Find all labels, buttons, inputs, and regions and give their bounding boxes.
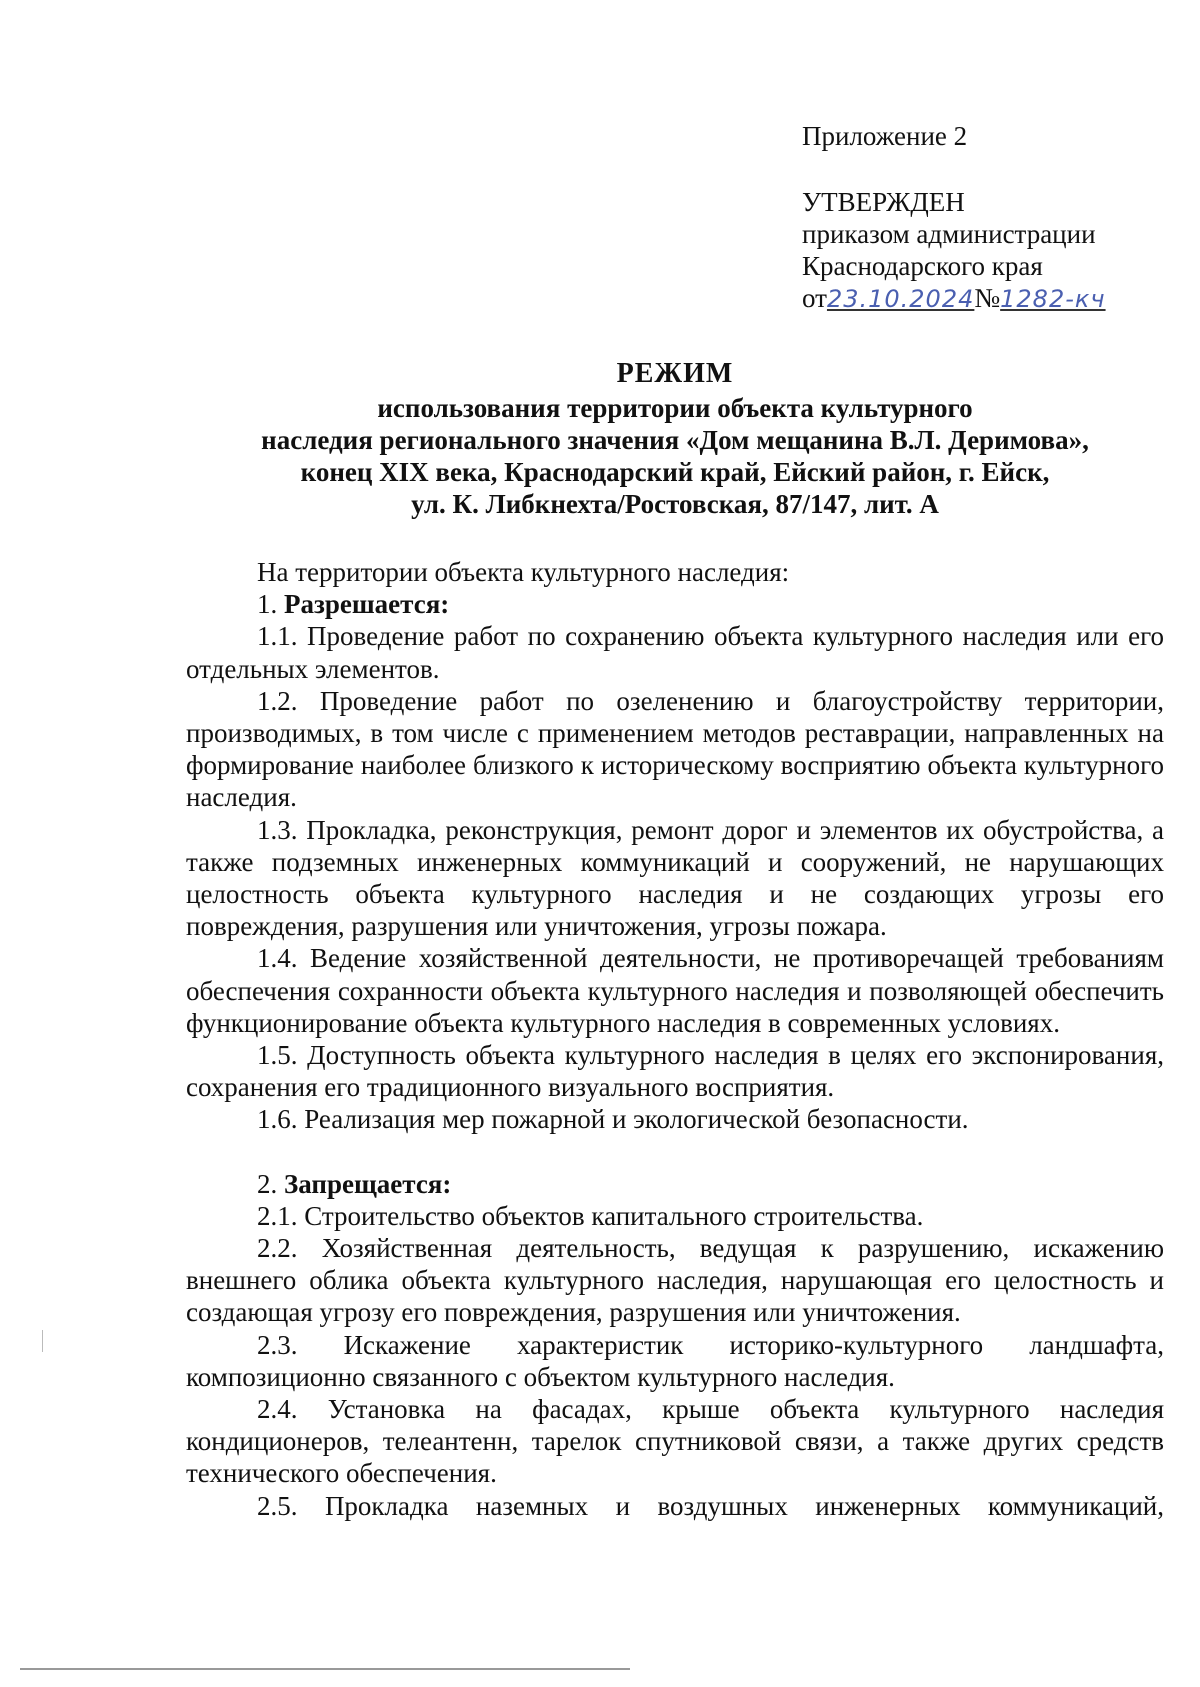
date-prefix: от — [802, 283, 827, 313]
paragraph-2-3: 2.3. Искажение характеристик историко-культурного ландшафта, композиционно связанного с объектом культурного наследия. — [186, 1329, 1164, 1392]
paragraph-1-4: 1.4. Ведение хозяйственной деятельности, не противоречащей требованиям обеспечения сохранности объекта культурного наследия и позволяющей обеспечить функционирование объекта культурного наследия в современных условиях. — [186, 943, 1164, 1038]
intro-paragraph: На территории объекта культурного наследия: — [257, 557, 790, 587]
document-body — [186, 556, 1164, 1522]
paragraph-2-5: 2.5. Прокладка наземных и воздушных инженерных коммуникаций, — [257, 1490, 1164, 1521]
scan-margin-mark — [42, 1330, 43, 1352]
paragraph-1-5: 1.5. Доступность объекта культурного наследия в целях его экспонирования, сохранения его традиционного визуального восприятия. — [186, 1040, 1164, 1103]
approval-stamp-block — [802, 120, 1162, 315]
number-prefix: № — [974, 283, 1001, 313]
paragraph-2-1: 2.1. Строительство объектов капитального строительства. — [257, 1200, 924, 1231]
paragraph-1-1: 1.1. Проведение работ по сохранению объекта культурного наследия или его отдельных элементов. — [186, 621, 1164, 684]
approval-line-2: Краснодарского края — [802, 251, 1043, 281]
section-1-heading: 1. Разрешается: — [257, 589, 450, 620]
document-title — [186, 358, 1164, 520]
title-line-4: ул. К. Либкнехта/Ростовская, 87/147, лит. А — [411, 489, 939, 519]
order-date-number — [802, 282, 1162, 315]
paragraph-1-2: 1.2. Проведение работ по озеленению и благоустройству территории, производимых, в том числе с применением методов реставрации, направленных на формирование наиболее близкого к историческому восприятию объекта культурного наследия. — [186, 685, 1164, 813]
handwritten-date: 23.10.2024 — [826, 285, 975, 313]
title-line-2: наследия регионального значения «Дом мещанина В.Л. Деримова», — [261, 425, 1089, 455]
paragraph-2-2: 2.2. Хозяйственная деятельность, ведущая к разрушению, искажению внешнего облика объекта культурного наследия, нарушающая его целостность и создающая угрозу его повреждения, разрушения или уничтожения. — [186, 1233, 1164, 1328]
section-spacer — [186, 1136, 1164, 1168]
approved-label: УТВЕРЖДЕН — [802, 187, 965, 217]
footer-rule — [20, 1668, 630, 1670]
appendix-label: Приложение 2 — [802, 121, 968, 151]
paragraph-1-3: 1.3. Прокладка, реконструкция, ремонт дорог и элементов их обустройства, а также подземных инженерных коммуникаций и сооружений, не нарушающих целостность объекта культурного наследия и не создающих угрозы его повреждения, разрушения или уничтожения, угрозы пожара. — [186, 814, 1164, 942]
title-line-3: конец XIX века, Краснодарский край, Ейский район, г. Ейск, — [300, 457, 1050, 487]
title-main: РЕЖИМ — [616, 358, 734, 389]
paragraph-2-4: 2.4. Установка на фасадах, крыше объекта культурного наследия кондиционеров, телеантенн, тарелок спутниковой связи, а также других средств технического обеспечения. — [186, 1394, 1164, 1489]
title-line-1: использования территории объекта культурного — [377, 393, 973, 423]
handwritten-number: 1282-кч — [1000, 285, 1106, 313]
paragraph-1-6: 1.6. Реализация мер пожарной и экологической безопасности. — [257, 1104, 969, 1135]
section-2-heading: 2. Запрещается: — [257, 1168, 452, 1199]
approval-line-1: приказом администрации — [802, 219, 1096, 249]
